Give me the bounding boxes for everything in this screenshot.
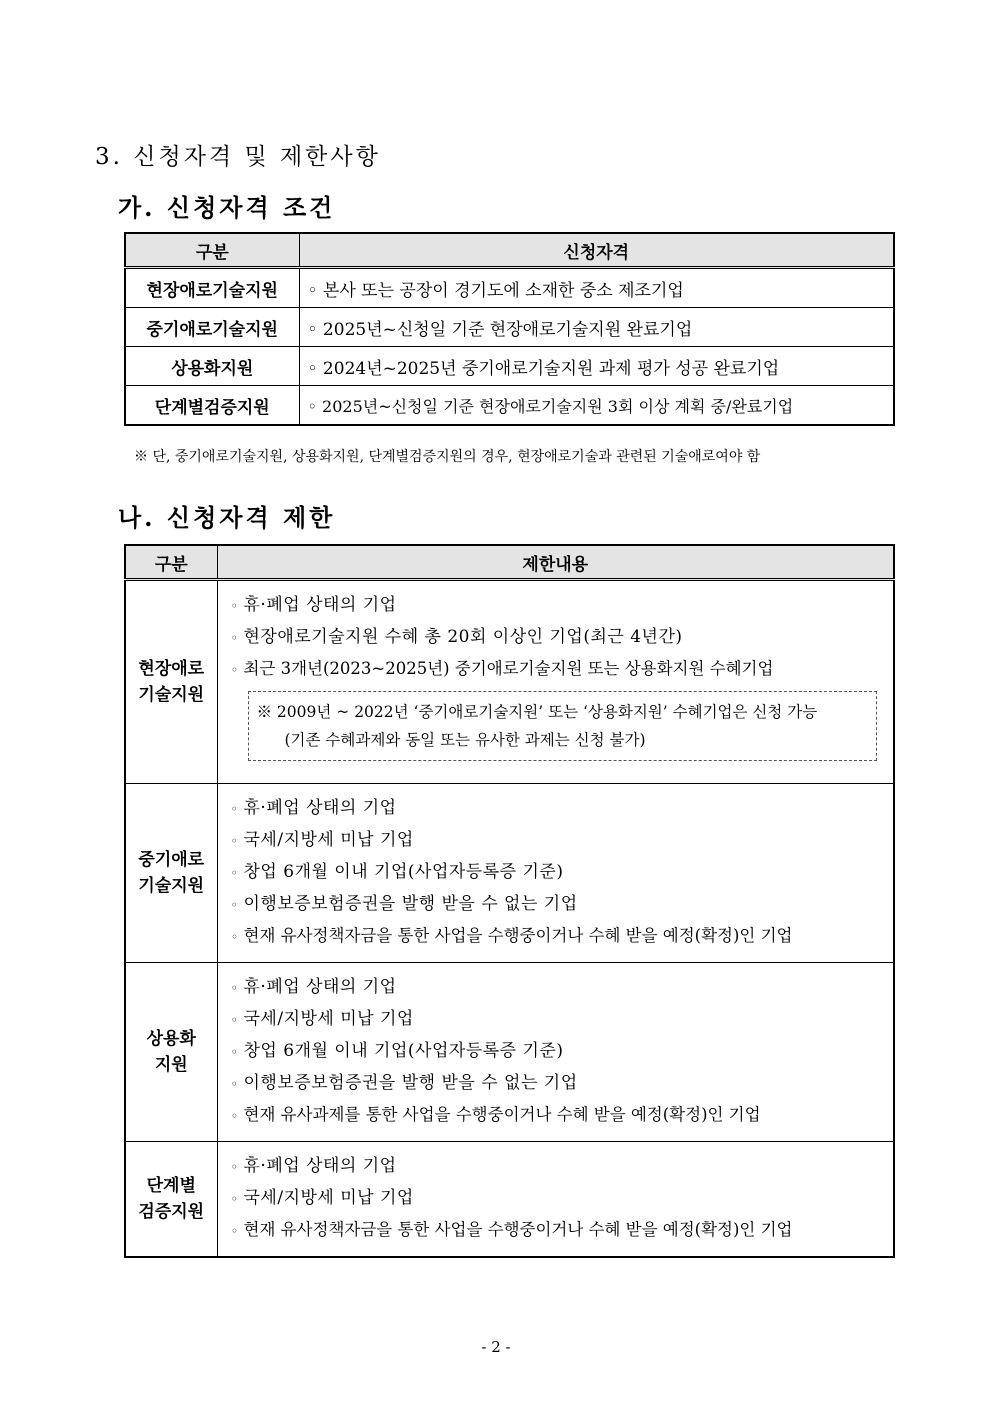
page-number: - 2 - [481,1338,511,1356]
bullet-icon: ◦ [230,930,239,944]
list-item: ◦ 휴·폐업 상태의 기업 [226,792,886,824]
section-title: 3. 신청자격 및 제한사항 [95,144,381,170]
bullet-icon: ◦ [230,834,239,848]
category-cell [125,784,217,963]
category-line: 중기애로 [138,850,205,870]
bullet-icon: ◦ [230,866,239,880]
table-row [125,268,894,308]
list-item: ◦ 창업 6개월 이내 기업(사업자등록증 기준) [226,1035,886,1067]
table-row [125,347,894,386]
table-row [125,784,894,963]
column-header: 신청자격 [299,233,894,268]
category-line: 현장애로 [138,659,205,679]
category-cell: 상용화지원 [125,347,299,386]
category-cell: 현장애로기술지원 [125,268,299,308]
bullet-icon: ◦ [230,1224,239,1238]
list-item: ◦ 이행보증보험증권을 발행 받을 수 없는 기업 [226,888,886,920]
eligibility-cell: ◦ 본사 또는 공장이 경기도에 소재한 중소 제조기업 [299,268,894,308]
list-item: ◦ 휴·폐업 상태의 기업 [226,589,886,621]
note-line: (기존 수혜과제와 동일 또는 유사한 과제는 신청 불가) [284,731,646,749]
column-header: 구분 [125,233,299,268]
list-item: ◦ 국세/지방세 미납 기업 [226,1182,886,1214]
table-row [125,1142,894,1258]
category-cell: 중기애로기술지원 [125,308,299,347]
eligibility-cell: ◦ 2025년~신청일 기준 현장애로기술지원 3회 이상 계획 중/완료기업 [299,386,894,426]
bullet-icon: ◦ [230,599,239,613]
bullet-icon: ◦ [230,1013,239,1027]
bullet-icon: ◦ [230,981,239,995]
subsection-title-restrictions: 나. 신청자격 제한 [118,503,336,532]
list-item: ◦ 이행보증보험증권을 발행 받을 수 없는 기업 [226,1067,886,1099]
table-row [125,580,894,784]
table-row [125,963,894,1142]
list-item: ◦ 최근 3개년(2023~2025년) 중기애로기술지원 또는 상용화지원 수혜기업 [226,653,886,685]
list-item: ◦ 휴·폐업 상태의 기업 [226,971,886,1003]
list-item: ◦ 휴·폐업 상태의 기업 [226,1150,886,1182]
list-item: ◦ 현장애로기술지원 수혜 총 20회 이상인 기업(최근 4년간) [226,621,886,653]
column-header: 제한내용 [217,545,894,580]
bullet-icon: ◦ [230,1160,239,1174]
bullet-icon: ◦ [230,1192,239,1206]
list-item: ◦ 현재 유사정책자금을 통한 사업을 수행중이거나 수혜 받을 예정(확정)인 기업 [226,920,886,952]
bullet-icon: ◦ [230,663,239,677]
table-header-row [125,545,894,580]
column-header: 구분 [125,545,217,580]
bullet-icon: ◦ [230,1077,239,1091]
category-cell [125,580,217,784]
list-item: ◦ 국세/지방세 미납 기업 [226,1003,886,1035]
eligibility-cell: ◦ 2025년~신청일 기준 현장애로기술지원 완료기업 [299,308,894,347]
table-row [125,386,894,426]
category-cell: 단계별검증지원 [125,386,299,426]
category-line: 상용화 [146,1029,196,1049]
eligibility-table [124,232,895,426]
category-cell [125,1142,217,1258]
category-line: 검증지원 [138,1202,205,1222]
bullet-icon: ◦ [230,1045,239,1059]
category-line: 지원 [154,1055,188,1075]
restriction-items [217,784,894,963]
list-item: ◦ 현재 유사정책자금을 통한 사업을 수행중이거나 수혜 받을 예정(확정)인 기업 [226,1214,886,1246]
category-line: 단계별 [146,1176,196,1196]
list-item: ◦ 국세/지방세 미납 기업 [226,824,886,856]
category-line: 기술지원 [138,685,205,705]
eligibility-cell: ◦ 2024년~2025년 중기애로기술지원 과제 평가 성공 완료기업 [299,347,894,386]
category-cell [125,963,217,1142]
bullet-icon: ◦ [230,1109,239,1123]
restriction-items [217,580,894,784]
category-line: 기술지원 [138,876,205,896]
note-line: ※ 2009년 ~ 2022년 ‘중기애로기술지원’ 또는 ‘상용화지원’ 수혜기업은 신청 가능 [256,703,818,721]
footnote: ※ 단, 중기애로기술지원, 상용화지원, 단계별검증지원의 경우, 현장애로기술과 관련된 기술애로여야 함 [134,449,761,465]
list-item: ◦ 현재 유사과제를 통한 사업을 수행중이거나 수혜 받을 예정(확정)인 기업 [226,1099,886,1131]
table-header-row [125,233,894,268]
bullet-icon: ◦ [230,898,239,912]
note-box [248,691,878,761]
list-item: ◦ 창업 6개월 이내 기업(사업자등록증 기준) [226,856,886,888]
restriction-items [217,963,894,1142]
restriction-items [217,1142,894,1258]
table-row [125,308,894,347]
subsection-title-eligibility: 가. 신청자격 조건 [118,193,336,222]
bullet-icon: ◦ [230,802,239,816]
restriction-table [124,544,895,1258]
bullet-icon: ◦ [230,631,239,645]
